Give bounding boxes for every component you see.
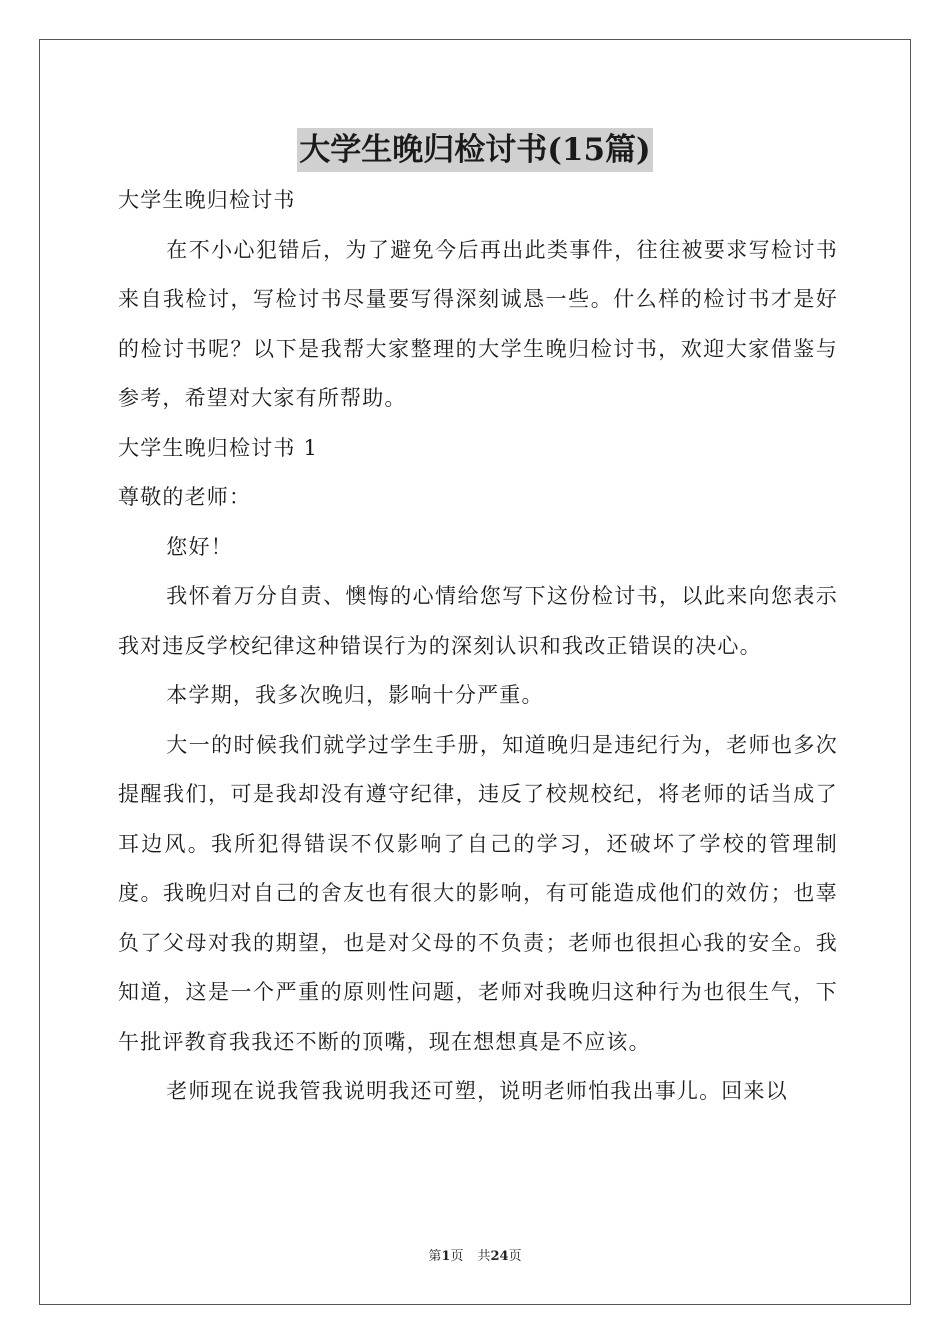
section-heading: 大学生晚归检讨书: [118, 188, 296, 212]
salutation: 尊敬的老师：: [118, 485, 252, 509]
greeting: 您好！: [166, 534, 233, 559]
document-title: 大学生晚归检讨书(15篇): [297, 128, 652, 172]
total-prefix: 共: [477, 1249, 491, 1264]
body-paragraph: 大一的时候我们就学过学生手册，知道晚归是违纪行为，老师也多次提醒我们，可是我却没有遵守纪律，违反了校规校纪，将老师的话当成了耳边风。我所犯得错误不仅影响了自己的学习，还破坏了学校的管理制度。我晚归对自己的舍友也有很大的影响，有可能造成他们的效仿；也辜负了父母对我的期望，也是对父母的不负责；老师也很担心我的安全。我知道，这是一个严重的原则性问题，老师对我晚归这种行为也很生气，下午批评教育我我还不断的顶嘴，现在想想真是不应该。: [118, 732, 838, 1054]
document-body: [118, 176, 838, 1117]
body-paragraph: 我怀着万分自责、懊悔的心情给您写下这份检讨书，以此来向您表示我对违反学校纪律这种错误行为的深刻认识和我改正错误的决心。: [118, 584, 838, 658]
total-suffix: 页: [508, 1249, 522, 1264]
page-total: 24: [490, 1249, 509, 1264]
body-paragraph: 本学期，我多次晚归，影响十分严重。: [166, 683, 544, 707]
page-suffix: 页: [450, 1249, 464, 1264]
body-paragraph: 老师现在说我管我说明我还可塑，说明老师怕我出事儿。回来以: [166, 1079, 788, 1103]
title-container: [0, 128, 950, 172]
intro-paragraph: 在不小心犯错后，为了避免今后再出此类事件，往往被要求写检讨书来自我检讨，写检讨书尽量要写得深刻诚恳一些。什么样的检讨书才是好的检讨书呢？以下是我帮大家整理的大学生晚归检讨书，欢迎大家借鉴与参考，希望对大家有所帮助。: [118, 237, 838, 410]
page-prefix: 第: [428, 1249, 442, 1264]
section-heading: 大学生晚归检讨书 1: [118, 435, 319, 460]
page-footer: [0, 1245, 950, 1264]
page-current: 1: [441, 1249, 451, 1264]
